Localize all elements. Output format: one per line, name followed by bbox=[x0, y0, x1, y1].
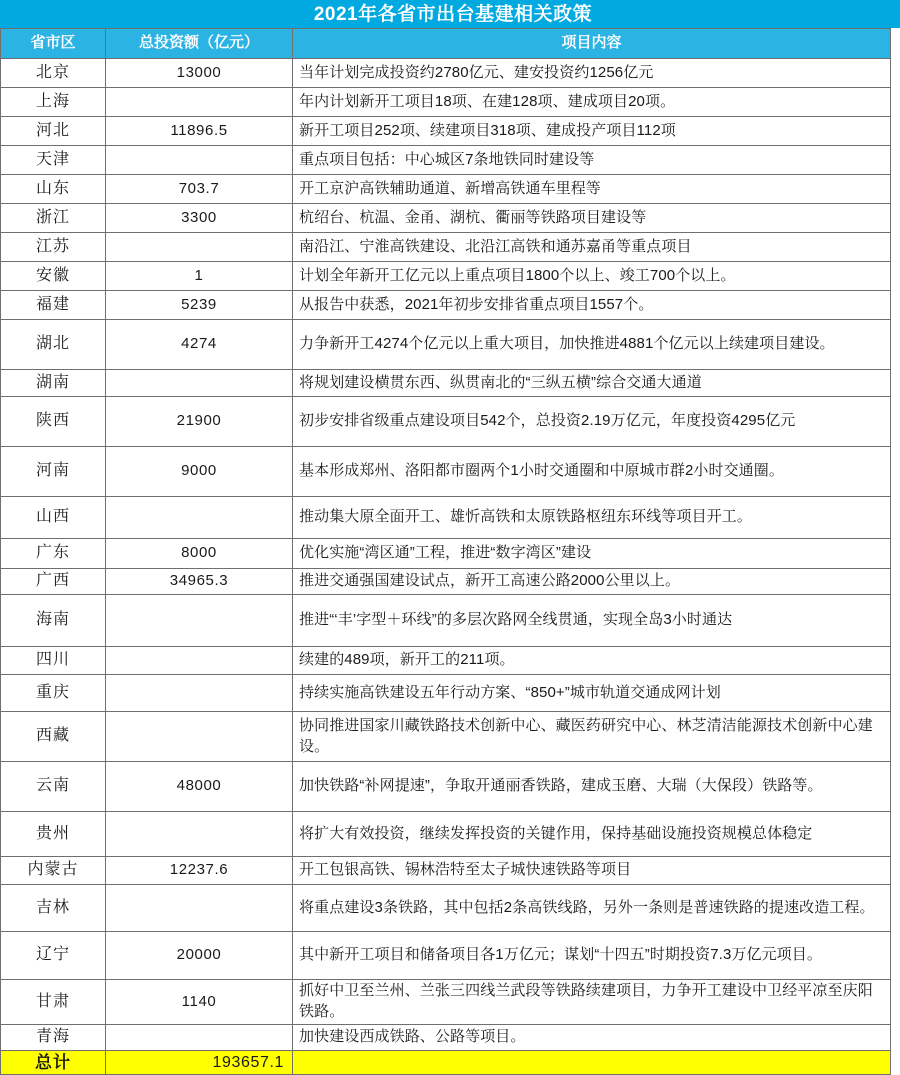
cell-province: 贵州 bbox=[1, 812, 106, 857]
cell-province: 陕西 bbox=[1, 397, 106, 447]
cell-content: 推进交通强国建设试点，新开工高速公路2000公里以上。 bbox=[293, 569, 891, 595]
cell-province: 内蒙古 bbox=[1, 857, 106, 885]
table-row bbox=[1, 539, 891, 569]
cell-province: 湖北 bbox=[1, 320, 106, 370]
cell-province: 青海 bbox=[1, 1025, 106, 1051]
table-title-bar bbox=[0, 0, 900, 28]
cell-content: 当年计划完成投资约2780亿元、建安投资约1256亿元 bbox=[293, 59, 891, 88]
cell-amount: 48000 bbox=[106, 762, 293, 812]
cell-content: 开工京沪高铁辅助通道、新增高铁通车里程等 bbox=[293, 175, 891, 204]
table-row bbox=[1, 857, 891, 885]
table-row bbox=[1, 117, 891, 146]
table-row bbox=[1, 595, 891, 647]
cell-content: 计划全年新开工亿元以上重点项目1800个以上、竣工700个以上。 bbox=[293, 262, 891, 291]
table-row bbox=[1, 370, 891, 397]
table-row bbox=[1, 291, 891, 320]
cell-amount: 5239 bbox=[106, 291, 293, 320]
total-content bbox=[293, 1051, 891, 1075]
column-header-content: 项目内容 bbox=[293, 29, 891, 59]
cell-province: 海南 bbox=[1, 595, 106, 647]
cell-amount bbox=[106, 647, 293, 675]
cell-amount: 11896.5 bbox=[106, 117, 293, 146]
cell-amount bbox=[106, 146, 293, 175]
table-row bbox=[1, 320, 891, 370]
table-header bbox=[1, 29, 891, 59]
cell-province: 江苏 bbox=[1, 233, 106, 262]
cell-content: 杭绍台、杭温、金甬、湖杭、衢丽等铁路项目建设等 bbox=[293, 204, 891, 233]
table-body bbox=[1, 59, 891, 1075]
cell-amount bbox=[106, 712, 293, 762]
cell-province: 天津 bbox=[1, 146, 106, 175]
cell-content: 年内计划新开工项目18项、在建128项、建成项目20项。 bbox=[293, 88, 891, 117]
cell-amount bbox=[106, 885, 293, 932]
cell-province: 重庆 bbox=[1, 675, 106, 712]
table-row bbox=[1, 204, 891, 233]
cell-amount bbox=[106, 233, 293, 262]
cell-province: 辽宁 bbox=[1, 932, 106, 980]
table-row bbox=[1, 88, 891, 117]
table-row bbox=[1, 233, 891, 262]
table-row bbox=[1, 762, 891, 812]
table-row bbox=[1, 885, 891, 932]
cell-amount: 9000 bbox=[106, 447, 293, 497]
total-row bbox=[1, 1051, 891, 1075]
cell-content: 抓好中卫至兰州、兰张三四线兰武段等铁路续建项目，力争开工建设中卫经平凉至庆阳铁路。 bbox=[293, 980, 891, 1025]
cell-amount: 20000 bbox=[106, 932, 293, 980]
cell-province: 西藏 bbox=[1, 712, 106, 762]
cell-content: 续建的489项，新开工的211项。 bbox=[293, 647, 891, 675]
header-row bbox=[1, 29, 891, 59]
cell-amount: 13000 bbox=[106, 59, 293, 88]
cell-province: 四川 bbox=[1, 647, 106, 675]
table-row bbox=[1, 397, 891, 447]
table-row bbox=[1, 675, 891, 712]
cell-amount bbox=[106, 370, 293, 397]
cell-province: 广东 bbox=[1, 539, 106, 569]
cell-content: 优化实施“湾区通”工程，推进“数字湾区”建设 bbox=[293, 539, 891, 569]
cell-province: 湖南 bbox=[1, 370, 106, 397]
cell-content: 加快铁路“补网提速”，争取开通丽香铁路，建成玉磨、大瑞（大保段）铁路等。 bbox=[293, 762, 891, 812]
total-amount: 193657.1 bbox=[106, 1051, 293, 1075]
table-row bbox=[1, 569, 891, 595]
table-row bbox=[1, 712, 891, 762]
table-row bbox=[1, 1025, 891, 1051]
cell-amount: 4274 bbox=[106, 320, 293, 370]
cell-amount bbox=[106, 675, 293, 712]
cell-amount bbox=[106, 1025, 293, 1051]
cell-amount bbox=[106, 595, 293, 647]
cell-amount bbox=[106, 812, 293, 857]
table-row bbox=[1, 175, 891, 204]
cell-content: 力争新开工4274个亿元以上重大项目，加快推进4881个亿元以上续建项目建设。 bbox=[293, 320, 891, 370]
cell-content: 初步安排省级重点建设项目542个，总投资2.19万亿元，年度投资4295亿元 bbox=[293, 397, 891, 447]
cell-content: 基本形成郑州、洛阳都市圈两个1小时交通圈和中原城市群2小时交通圈。 bbox=[293, 447, 891, 497]
cell-province: 山东 bbox=[1, 175, 106, 204]
page-title: 2021年各省市出台基建相关政策 bbox=[313, 3, 593, 25]
cell-content: 持续实施高铁建设五年行动方案、“850+”城市轨道交通成网计划 bbox=[293, 675, 891, 712]
cell-amount: 8000 bbox=[106, 539, 293, 569]
policy-table bbox=[0, 28, 891, 1075]
cell-amount bbox=[106, 497, 293, 539]
cell-content: 新开工项目252项、续建项目318项、建成投产项目112项 bbox=[293, 117, 891, 146]
cell-province: 吉林 bbox=[1, 885, 106, 932]
table-row bbox=[1, 59, 891, 88]
table-row bbox=[1, 146, 891, 175]
cell-province: 广西 bbox=[1, 569, 106, 595]
cell-content: 开工包银高铁、锡林浩特至太子城快速铁路等项目 bbox=[293, 857, 891, 885]
cell-content: 推进“‘丰’字型＋环线”的多层次路网全线贯通，实现全岛3小时通达 bbox=[293, 595, 891, 647]
cell-content: 其中新开工项目和储备项目各1万亿元；谋划“十四五”时期投资7.3万亿元项目。 bbox=[293, 932, 891, 980]
table-row bbox=[1, 497, 891, 539]
cell-province: 河南 bbox=[1, 447, 106, 497]
cell-amount: 34965.3 bbox=[106, 569, 293, 595]
table-row bbox=[1, 932, 891, 980]
cell-content: 将重点建设3条铁路，其中包括2条高铁线路，另外一条则是普速铁路的提速改造工程。 bbox=[293, 885, 891, 932]
cell-province: 甘肃 bbox=[1, 980, 106, 1025]
table-row bbox=[1, 647, 891, 675]
cell-content: 从报告中获悉，2021年初步安排省重点项目1557个。 bbox=[293, 291, 891, 320]
total-label: 总计 bbox=[1, 1051, 106, 1075]
cell-content: 将规划建设横贯东西、纵贯南北的“三纵五横”综合交通大通道 bbox=[293, 370, 891, 397]
table-row bbox=[1, 980, 891, 1025]
cell-province: 浙江 bbox=[1, 204, 106, 233]
table-row bbox=[1, 812, 891, 857]
cell-content: 加快建设西成铁路、公路等项目。 bbox=[293, 1025, 891, 1051]
cell-province: 云南 bbox=[1, 762, 106, 812]
cell-amount: 703.7 bbox=[106, 175, 293, 204]
column-header-amount: 总投资额（亿元） bbox=[106, 29, 293, 59]
cell-amount: 1140 bbox=[106, 980, 293, 1025]
table-row bbox=[1, 262, 891, 291]
cell-province: 福建 bbox=[1, 291, 106, 320]
cell-province: 山西 bbox=[1, 497, 106, 539]
cell-content: 协同推进国家川藏铁路技术创新中心、藏医药研究中心、林芝清洁能源技术创新中心建设。 bbox=[293, 712, 891, 762]
cell-amount bbox=[106, 88, 293, 117]
cell-amount: 12237.6 bbox=[106, 857, 293, 885]
cell-content: 将扩大有效投资，继续发挥投资的关键作用，保持基础设施投资规模总体稳定 bbox=[293, 812, 891, 857]
table-row bbox=[1, 447, 891, 497]
cell-content: 重点项目包括：中心城区7条地铁同时建设等 bbox=[293, 146, 891, 175]
cell-province: 上海 bbox=[1, 88, 106, 117]
cell-province: 北京 bbox=[1, 59, 106, 88]
cell-amount: 1 bbox=[106, 262, 293, 291]
column-header-province: 省市区 bbox=[1, 29, 106, 59]
cell-content: 南沿江、宁淮高铁建设、北沿江高铁和通苏嘉甬等重点项目 bbox=[293, 233, 891, 262]
cell-amount: 21900 bbox=[106, 397, 293, 447]
cell-province: 安徽 bbox=[1, 262, 106, 291]
cell-province: 河北 bbox=[1, 117, 106, 146]
cell-content: 推动集大原全面开工、雄忻高铁和太原铁路枢纽东环线等项目开工。 bbox=[293, 497, 891, 539]
cell-amount: 3300 bbox=[106, 204, 293, 233]
